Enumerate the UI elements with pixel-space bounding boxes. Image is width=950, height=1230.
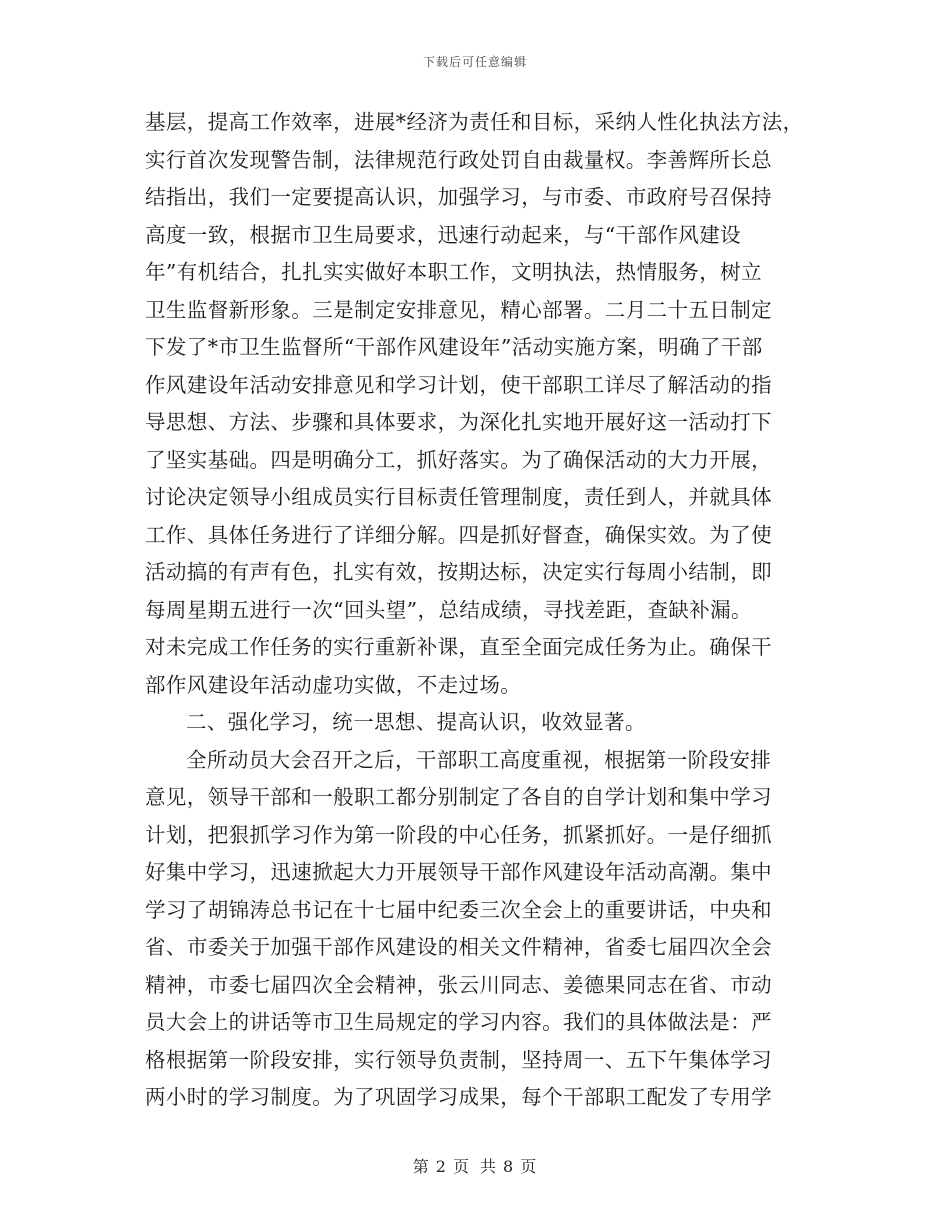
text-line: 意见，领导干部和一般职工都分别制定了各自的自学计划和集中学习 (145, 785, 772, 809)
text-line: 卫生监督新形象。三是制定安排意见，精心部署。二月二十五日制定 (145, 297, 772, 322)
paragraph-first-line: 全所动员大会召开之后，干部职工高度重视，根据第一阶段安排 (186, 747, 772, 772)
text-line: 对未完成工作任务的实行重新补课，直至全面完成任务为止。确保干 (145, 635, 772, 659)
text-line: 省、市委关于加强干部作风建设的相关文件精神，省委七届四次全会 (145, 935, 772, 959)
text-line: 格根据第一阶段安排，实行领导负责制，坚持周一、五下午集体学习 (145, 1047, 772, 1072)
text-line: 计划，把狠抓学习作为第一阶段的中心任务，抓紧抓好。一是仔细抓 (145, 822, 772, 847)
text-line: 年”有机结合，扎扎实实做好本职工作，文明执法，热情服务，树立 (145, 260, 762, 284)
text-line: 下发了*市卫生监督所“干部作风建设年”活动实施方案，明确了干部 (145, 335, 763, 359)
document-body (145, 104, 810, 1117)
text-line: 基层，提高工作效率，进展*经济为责任和目标，采纳人性化执法方法， (145, 110, 804, 134)
text-line: 作风建设年活动安排意见和学习计划，使干部职工详尽了解活动的指 (145, 372, 772, 397)
text-line: 工作、具体任务进行了详细分解。四是抓好督查，确保实效。为了使 (145, 522, 772, 547)
footer-suffix: 页 (520, 1157, 538, 1176)
text-line: 好集中学习，迅速掀起大力开展领导干部作风建设年活动高潮。集中 (145, 860, 772, 884)
section-heading: 二、强化学习，统一思想、提高认识，收效显著。 (186, 710, 646, 734)
text-line: 员大会上的讲话等市卫生局规定的学习内容。我们的具体做法是：严 (145, 1010, 772, 1034)
total-page-number: 8 (503, 1157, 515, 1176)
text-line: 导思想、方法、步骤和具体要求，为深化扎实地开展好这一活动打下 (145, 410, 772, 434)
footer-middle: 页 共 (452, 1157, 498, 1176)
text-line: 高度一致，根据市卫生局要求，迅速行动起来，与“干部作风建设 (145, 222, 742, 247)
text-line: 实行首次发现警告制，法律规范行政处罚自由裁量权。李善辉所长总 (145, 147, 772, 172)
footer-prefix: 第 (412, 1157, 430, 1176)
text-line: 活动搞的有声有色，扎实有效，按期达标，决定实行每周小结制，即 (145, 560, 772, 584)
current-page-number: 2 (435, 1157, 447, 1176)
text-line: 每周星期五进行一次“回头望”，总结成绩，寻找差距，查缺补漏。 (145, 597, 752, 622)
text-line: 讨论决定领导小组成员实行目标责任管理制度，责任到人，并就具体 (145, 485, 772, 509)
text-line: 两小时的学习制度。为了巩固学习成果，每个干部职工配发了专用学 (145, 1085, 772, 1109)
text-line: 学习了胡锦涛总书记在十七届中纪委三次全会上的重要讲话，中央和 (145, 897, 772, 922)
page-header-note: 下载后可任意编辑 (422, 55, 527, 69)
text-line: 精神，市委七届四次全会精神，张云川同志、姜德果同志在省、市动 (145, 972, 772, 997)
text-line: 了坚实基础。四是明确分工，抓好落实。为了确保活动的大力开展， (145, 447, 772, 472)
page-footer (0, 1154, 950, 1177)
text-line: 部作风建设年活动虚功实做，不走过场。 (145, 672, 522, 697)
text-line: 结指出，我们一定要提高认识，加强学习，与市委、市政府号召保持 (145, 185, 772, 209)
